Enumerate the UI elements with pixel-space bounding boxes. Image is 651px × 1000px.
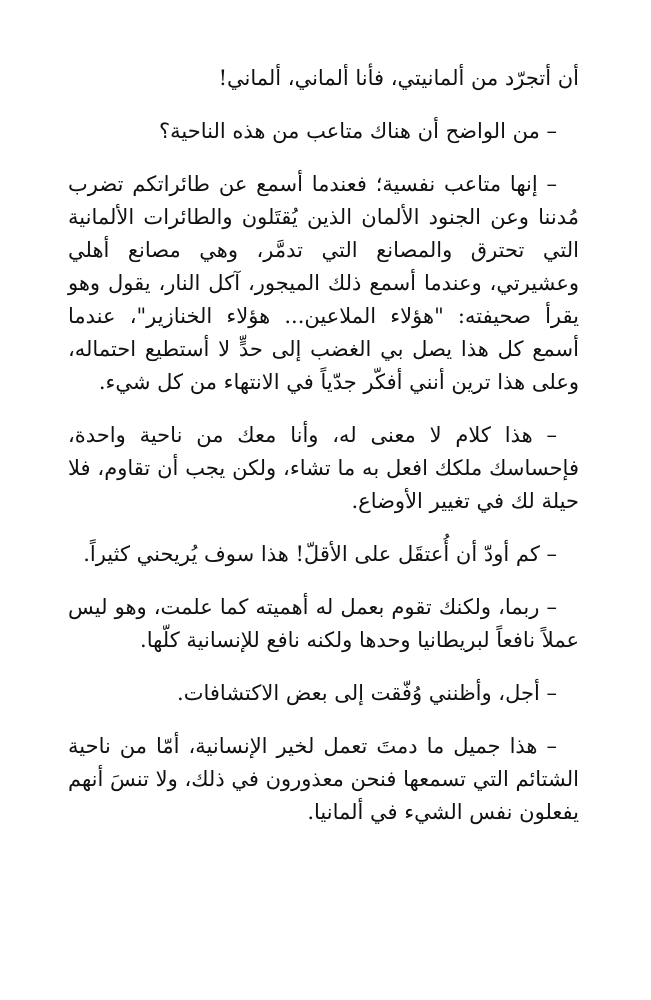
paragraph-7: – أجل، وأظنني وُفّقت إلى بعض الاكتشافات. (177, 681, 557, 705)
paragraph-8: – هذا جميل ما دمتَ تعمل لخير الإنسانية، أمّا من ناحية الشتائم التي تسمعها فنحن معذورون في ذلك، ولا تنسَ أنهم يفعلون نفس الشيء في ألمانيا. (68, 734, 579, 824)
paragraph-4: – هذا كلام لا معنى له، وأنا معك من ناحية واحدة، فإحساسك ملكك افعل به ما تشاء، ولكن يجب أن تقاوم، فلا حيلة لك في تغيير الأوضاع. (68, 423, 579, 513)
paragraph-2: – من الواضح أن هناك متاعب من هذه الناحية؟ (159, 119, 557, 143)
paragraph-6: – ربما، ولكنك تقوم بعمل له أهميته كما علمت، وهو ليس عملاً نافعاً لبريطانيا وحدها ولكنه نافع للإنسانية كلّها. (68, 595, 579, 652)
paragraph-5: – كم أودّ أن أُعتقَل على الأقلّ! هذا سوف يُريحني كثيراً. (83, 542, 557, 566)
paragraph-1: أن أتجرّد من ألمانيتي، فأنا ألماني، ألماني! (218, 66, 579, 90)
paragraph-3: – إنها متاعب نفسية؛ فعندما أسمع عن طائراتكم تضرب مُدننا وعن الجنود الألمان الذين يُقتَلون والطائرات الألمانية التي تحترق والمصانع التي تدمَّر، وهي مصانع أهلي وعشيرتي، وعندما أسمع ذلك الميجور، آكل النار، يقول وهو يقرأ صحيفته: "هؤلاء الملاعين... هؤلاء الخنازير"، عندما أسمع كل هذا يصل بي الغضب إلى حدٍّ لا أستطيع احتماله، وعلى هذا ترين أنني أفكّر جدّياً في الانتهاء من كل شيء. (68, 172, 579, 394)
